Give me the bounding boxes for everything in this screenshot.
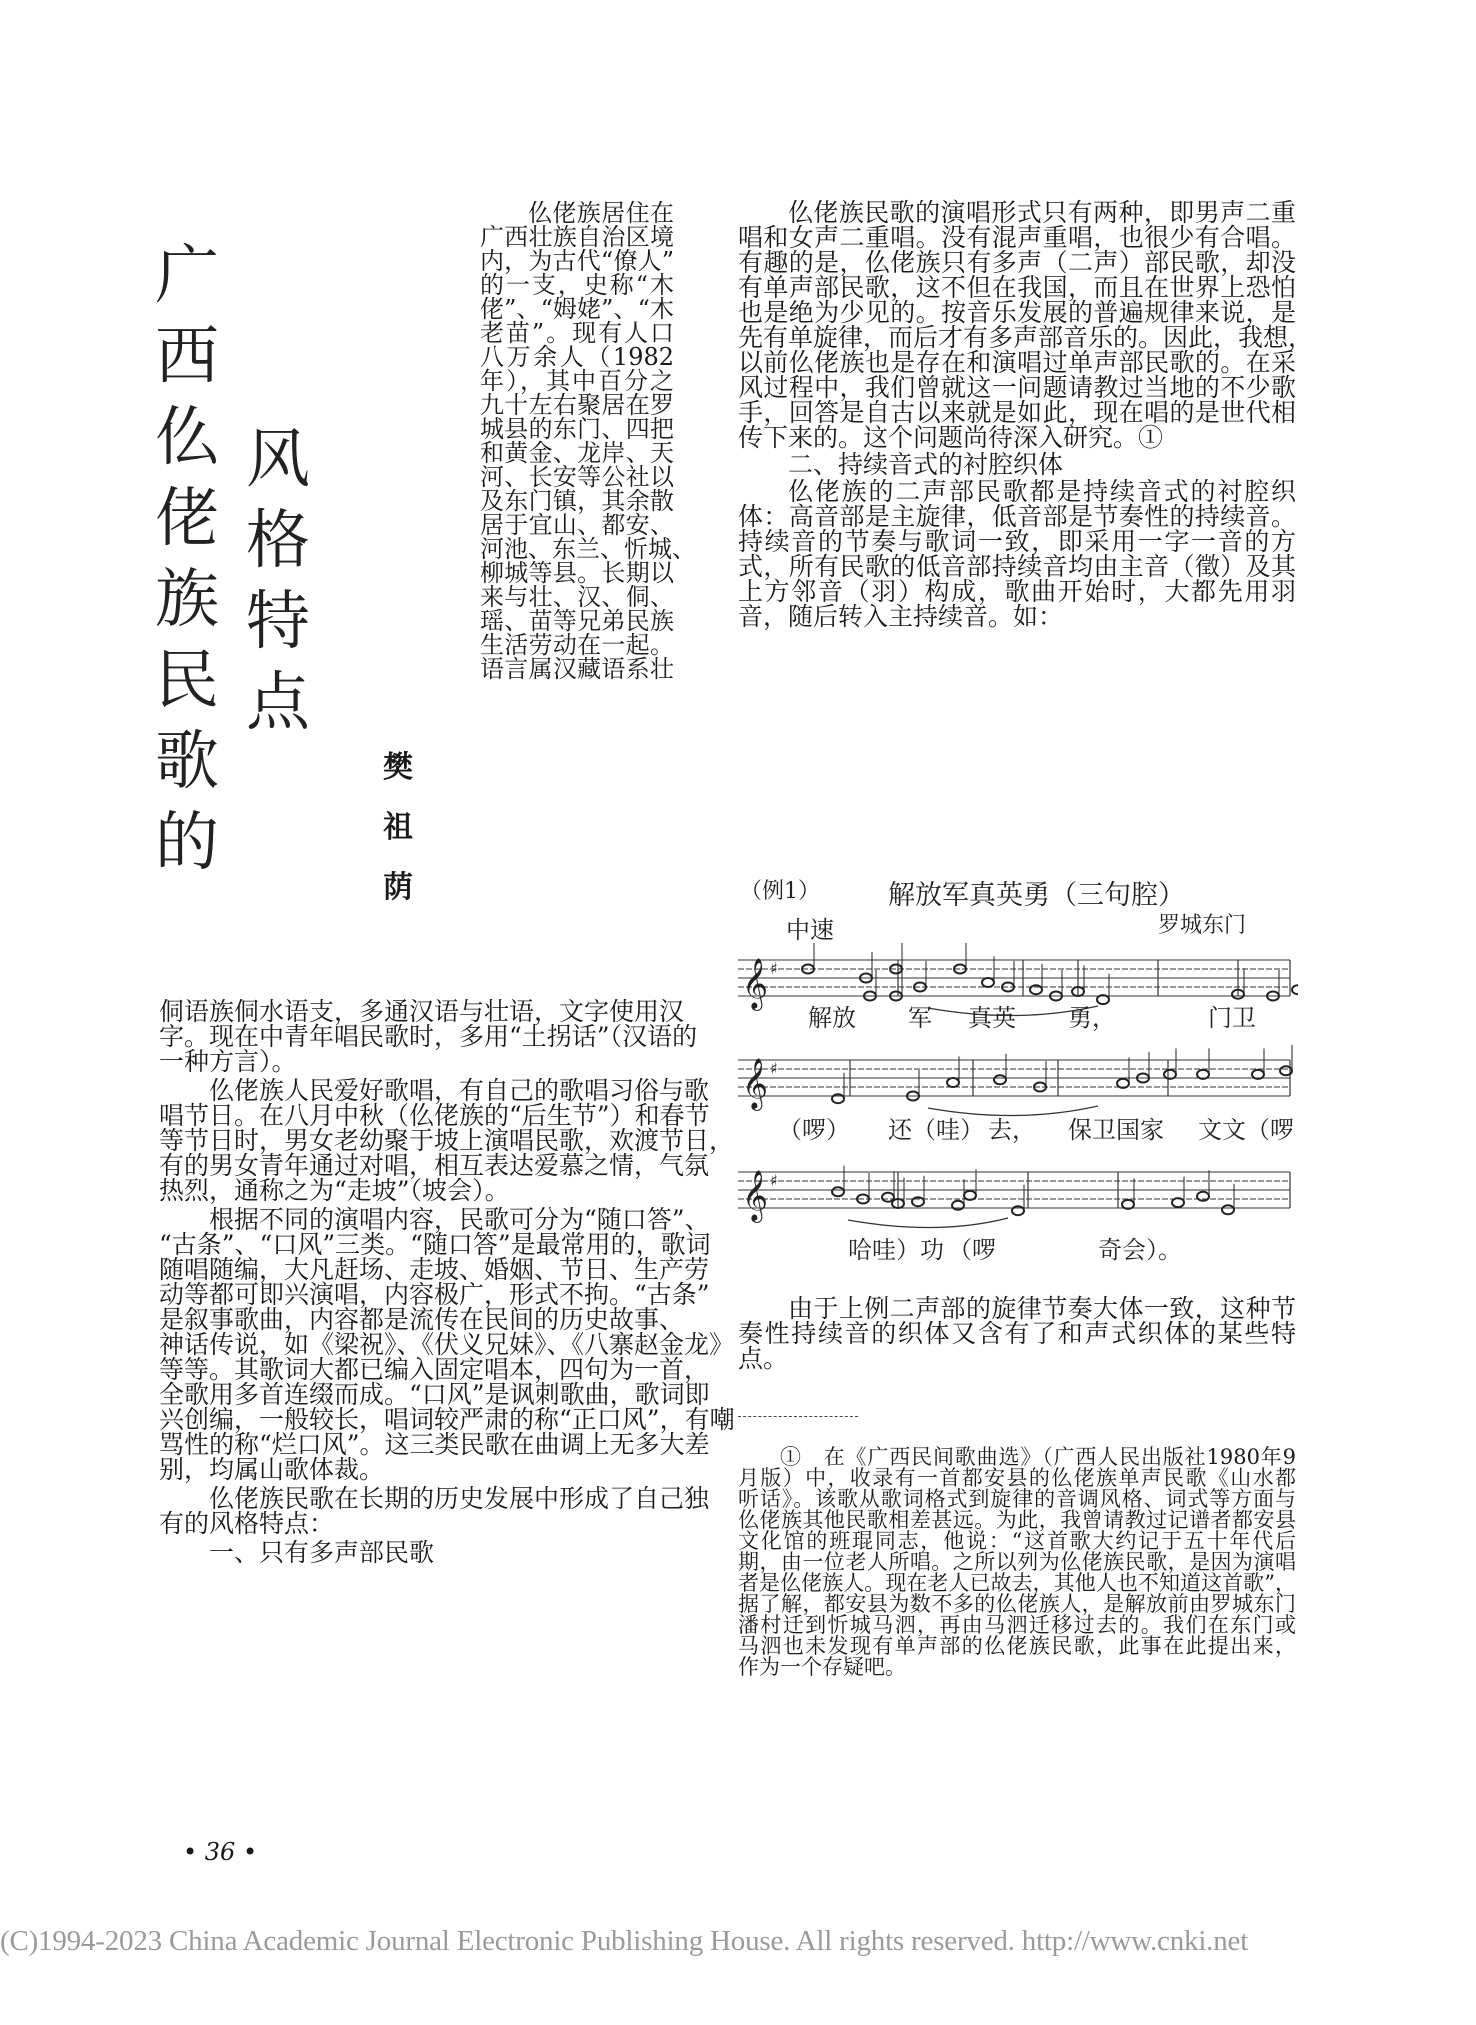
lyric-syllable: （啰）: [778, 1116, 850, 1144]
text-line: 文化馆的班琨同志，他说：“这首歌大约记于五十年代后: [738, 1529, 1296, 1553]
text-line: 热烈，通称之为“走坡”（坡会）。: [159, 1176, 510, 1205]
text-line: 佬”、“姆姥”、“木: [480, 295, 674, 323]
text-line: 别，均属山歌体裁。: [159, 1455, 385, 1484]
text-line: “古条”、“口风”三类。“随口答”是最常用的，歌词: [159, 1230, 711, 1259]
text-line: 老苗”。现有人口: [480, 319, 674, 347]
text-line: 听话》。该歌从歌词格式到旋律的音调风格、词式等方面与: [738, 1487, 1296, 1511]
text-line: 骂性的称“烂口风”。这三类民歌在曲调上无多大差: [159, 1430, 710, 1459]
note-head: [1292, 985, 1298, 994]
paragraph: [159, 1535, 679, 1567]
text-line: 仫佬族的二声部民歌都是持续音式的衬腔织: [788, 477, 1296, 506]
text-line: 仫佬族其他民歌相差甚远。为此，我曾请教过记谱者都安县: [738, 1508, 1296, 1532]
text-line: 九十左右聚居在罗: [480, 391, 674, 419]
text-line: 手，回答是自古以来就是如此，现在唱的是世代相: [738, 398, 1296, 427]
text-line: 根据不同的演唱内容，民歌可分为“随口答”、: [209, 1205, 710, 1234]
text-line: 风过程中，我们曾就这一问题请教过当地的不少歌: [738, 373, 1296, 402]
text-line: 瑶、苗等兄弟民族: [480, 607, 674, 635]
text-line: 上方邻音（羽）构成，歌曲开始时，大都先用羽: [738, 577, 1296, 606]
text-line: 期，由一位老人所唱。之所以列为仫佬族民歌，是因为演唱: [738, 1550, 1296, 1574]
text-line: 者是仫佬族人。现在老人已故去，其他人也不知道这首歌”，: [738, 1571, 1296, 1595]
slur: [848, 1218, 1008, 1228]
lyric-syllable: 门卫: [1208, 1004, 1256, 1032]
text-line: 仫佬族居住在: [528, 199, 674, 227]
paragraph: [159, 1481, 710, 1538]
text-line: 动等都可即兴演唱，内容极广，形式不拘。“古条”: [159, 1280, 710, 1309]
text-line: 据了解，都安县为数不多的仫佬族人，是解放前由罗城东门: [738, 1592, 1296, 1616]
music-score-example: [738, 876, 1298, 1271]
text-line: 传下来的。这个问题尚待深入研究。①: [738, 423, 1164, 452]
text-line: 等等。其歌词大都已编入固定唱本，四句为一首，: [159, 1355, 710, 1384]
page-number: • 36 •: [183, 1838, 258, 1866]
text-line: 也是绝为少见的。按音乐发展的普遍规律来说，是: [738, 298, 1296, 327]
paragraph: [159, 1073, 735, 1205]
text-line: 广西壮族自治区境: [480, 223, 674, 251]
title-char: 的: [155, 806, 219, 880]
lyric-syllable: 文文（啰: [1198, 1116, 1294, 1144]
paragraph: [159, 1202, 735, 1484]
text-line: 内，为古代“僚人”: [480, 247, 674, 275]
lyric-syllable: 解放: [808, 1004, 856, 1032]
author-char: 祖: [383, 810, 413, 845]
lyric-syllable: 保卫国家: [1068, 1116, 1164, 1144]
paragraph: [738, 1440, 1296, 1679]
text-line: 仫佬族民歌的演唱形式只有两种，即男声二重: [788, 198, 1296, 227]
text-line: 马泗也未发现有单声部的仫佬族民歌，此事在此提出来，: [738, 1634, 1296, 1658]
title-char: 歌: [155, 725, 219, 799]
text-line: 先有单旋律，而后才有多声部音乐的。因此，我想，: [738, 323, 1314, 352]
text-line: 作为一个存疑吧。: [738, 1655, 906, 1679]
lyric-syllable: 真英: [968, 1004, 1016, 1032]
footnote-divider: [738, 1416, 858, 1417]
text-line: 兴创编，一般较长，唱词较严肃的称“正口风”，有嘲: [159, 1405, 735, 1434]
text-line: 有的风格特点：: [159, 1509, 335, 1538]
author-name: [378, 738, 418, 918]
subtitle-char: 点: [246, 666, 310, 740]
footnote: [738, 1440, 1296, 1679]
intro-narrow-column: [480, 194, 696, 683]
note-head: [994, 1075, 1006, 1084]
text-line: 点。: [738, 1344, 789, 1373]
title-char: 西: [155, 320, 219, 394]
text-line: 二、持续音式的衬腔织体: [788, 450, 1064, 479]
text-line: 河、长安等公社以: [480, 463, 674, 491]
text-line: 和黄金、龙岸、天: [480, 439, 674, 467]
text-line: 全歌用多首连缀而成。“口风”是讽刺歌曲，歌词即: [159, 1380, 710, 1409]
text-line: 音，随后转入主持续音。如：: [738, 602, 1064, 631]
right-column-after-music: [738, 1290, 1296, 1373]
treble-clef-icon: 𝄞: [742, 958, 769, 1009]
song-source: 罗城东门: [1158, 913, 1247, 938]
text-line: 月版）中，收录有一首都安县的仫佬族单声民歌《山水都: [738, 1466, 1296, 1490]
lyric-syllable: 哈哇）功: [848, 1236, 944, 1264]
text-line: ① 在《广西民间歌曲选》（广西人民出版社1980年9: [780, 1445, 1296, 1469]
title-char: 族: [155, 563, 219, 637]
right-column-body: [738, 194, 1314, 631]
text-line: 生活劳动在一起。: [480, 631, 674, 659]
text-line: 来与壮、汉、侗、: [480, 583, 674, 611]
paragraph: [738, 446, 1296, 479]
note-head: [1222, 1205, 1234, 1214]
paragraph: [738, 473, 1296, 631]
text-line: 式，所有民歌的低音部持续音均由主音（徵）及其: [738, 552, 1296, 581]
paragraph: [738, 194, 1314, 452]
lyric-syllable: 军: [908, 1004, 932, 1032]
text-line: 八万余人（1982: [480, 343, 674, 371]
subtitle-char: 特: [246, 585, 310, 659]
note-head: [947, 1078, 959, 1087]
text-line: 仫佬族人民爱好歌唱，有自己的歌唱习俗与歌: [209, 1076, 710, 1105]
text-line: 的一支，史称“木: [480, 271, 674, 299]
text-line: 城县的东门、四把: [480, 415, 674, 443]
text-line: 仫佬族民歌在长期的历史发展中形成了自己独: [209, 1484, 710, 1513]
note-head: [832, 1187, 844, 1196]
example-label: （例1）: [740, 879, 820, 904]
note-head: [982, 978, 994, 987]
text-line: 唱和女声二重唱。没有混声重唱，也很少有合唱。: [738, 223, 1296, 252]
text-line: 一、只有多声部民歌: [209, 1538, 435, 1567]
copyright-footer: (C)1994-2023 China Academic Journal Electronic Publishing House. All rights reserved. http://www.cnki.net: [0, 1925, 1249, 1957]
text-line: 潘村迁到忻城马泗，再由马泗迁移过去的。我们在东门或: [738, 1613, 1296, 1637]
text-line: 体：高音部是主旋律，低音部是节奏性的持续音。: [738, 502, 1296, 531]
key-signature: ♯: [770, 1059, 778, 1078]
title-char: 仫: [155, 401, 219, 475]
author-char: 樊: [383, 750, 413, 785]
subtitle-char: 风: [246, 423, 310, 497]
text-line: 唱节日。在八月中秋（仫佬族的“后生节”）和春节: [159, 1101, 710, 1130]
text-line: 等节日时，男女老幼聚于坡上演唱民歌，欢渡节日，: [159, 1126, 735, 1155]
text-line: 及东门镇，其余散: [480, 487, 674, 515]
text-line: 有单声部民歌，这不但在我国，而且在世界上恐怕: [738, 273, 1296, 302]
author-char: 荫: [383, 870, 413, 905]
slur: [928, 1106, 1098, 1116]
title-char: 民: [155, 644, 219, 718]
article-subtitle: [243, 420, 313, 744]
text-line: 有的男女青年通过对唱，相互表达爱慕之情，气氛: [159, 1151, 710, 1180]
lyric-syllable: 去，: [988, 1116, 1036, 1144]
text-line: 随唱随编，大凡赶场、走坡、婚姻、节日、生产劳: [159, 1255, 710, 1284]
paragraph: [738, 1290, 1296, 1373]
lyric-syllable: 还（哇）: [888, 1116, 984, 1144]
text-line: 有趣的是，仫佬族只有多声（二声）部民歌，却没: [738, 248, 1296, 277]
title-char: 广: [155, 239, 219, 313]
text-line: 奏性持续音的织体又含有了和声式织体的某些特: [738, 1319, 1296, 1348]
lyric-syllable: 勇，: [1068, 1004, 1116, 1032]
text-line: 居于宜山、都安、: [480, 511, 674, 539]
tempo-marking: 中速: [786, 916, 834, 944]
text-line: 字。现在中青年唱民歌时，多用“土拐话”（汉语的: [159, 1022, 698, 1051]
text-line: 河池、东兰、忻城、: [480, 535, 696, 563]
text-line: 柳城等县。长期以: [480, 559, 674, 587]
text-line: 神话传说，如《梁祝》、《伏义兄妹》、《八寨赵金龙》: [159, 1330, 735, 1359]
subtitle-char: 格: [246, 504, 310, 578]
text-line: 由于上例二声部的旋律节奏大体一致，这种节: [788, 1294, 1296, 1323]
treble-clef-icon: 𝄞: [742, 1170, 769, 1221]
text-line: 侗语族侗水语支，多通汉语与壮语，文字使用汉: [159, 997, 685, 1026]
paragraph: [159, 994, 698, 1076]
text-line: 以前仫佬族也是存在和演唱过单声部民歌的。在采: [738, 348, 1296, 377]
key-signature: ♯: [770, 1171, 778, 1190]
title-char: 佬: [155, 482, 219, 556]
article-title: [152, 236, 222, 884]
lyric-syllable: 奇会）。: [1098, 1236, 1182, 1264]
left-column-body: [159, 994, 735, 1567]
treble-clef-icon: 𝄞: [742, 1058, 769, 1109]
text-line: 一种方言）。: [159, 1047, 297, 1076]
text-line: 是叙事歌曲，内容都是流传在民间的历史故事、: [159, 1305, 685, 1334]
text-line: 年），其中百分之: [480, 367, 674, 395]
note-head: [882, 1193, 894, 1202]
song-title: 解放军真英勇（三句腔）: [888, 880, 1185, 911]
lyric-syllable: （啰: [948, 1236, 996, 1264]
key-signature: ♯: [770, 959, 778, 978]
text-line: 持续音的节奏与歌词一致，即采用一字一音的方: [738, 527, 1296, 556]
text-line: 语言属汉藏语系壮: [480, 655, 674, 683]
